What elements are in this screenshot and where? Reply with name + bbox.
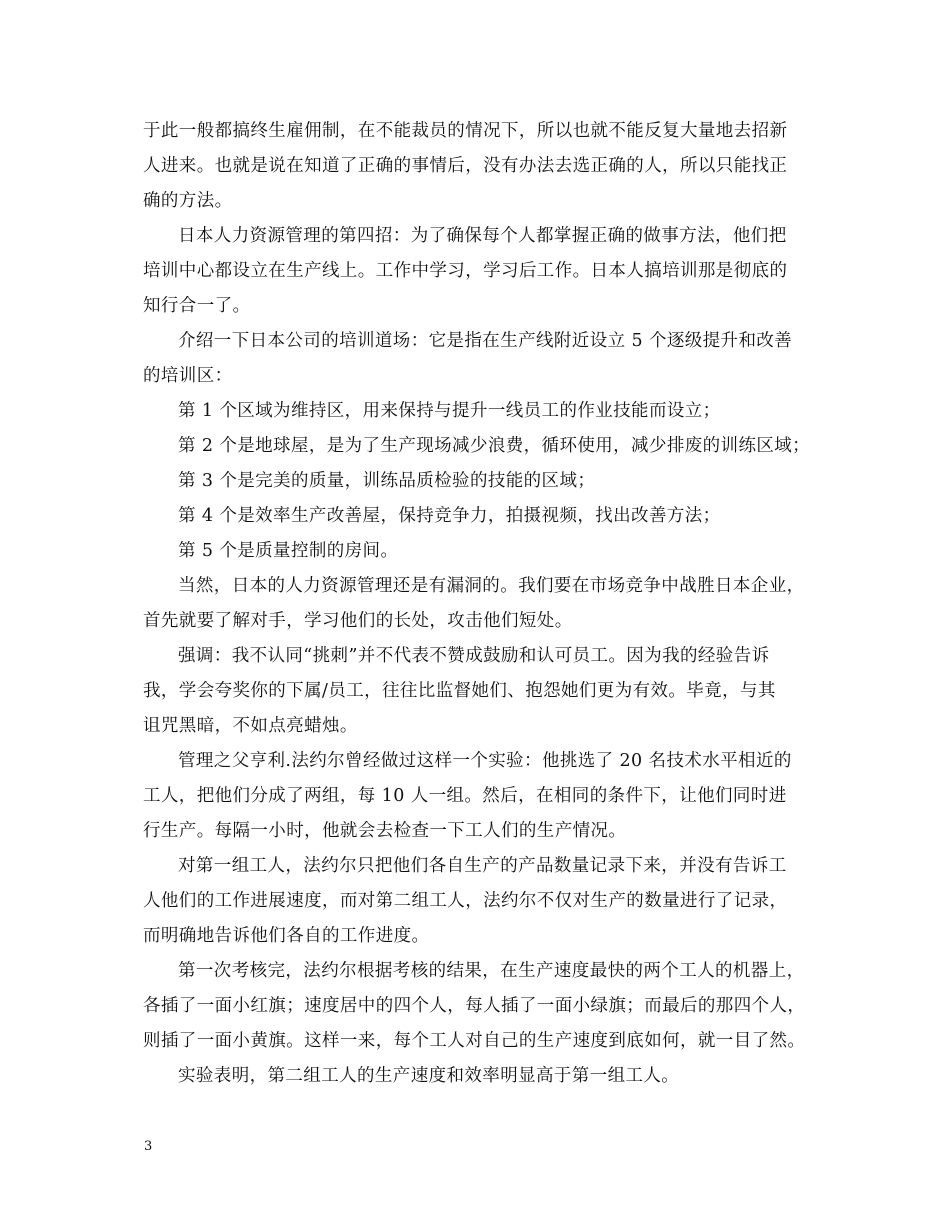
list-item-area-2 [143, 429, 815, 464]
text-line: 的培训区： [143, 366, 233, 386]
text-line: 实验表明，第二组工人的生产速度和效率明显高于第一组工人。 [178, 1066, 680, 1086]
text-line: 第 3 个是完美的质量，训练品质检验的技能的区域； [178, 471, 596, 491]
paragraph-loopholes [143, 569, 815, 639]
text-line: 培训中心都设立在生产线上。工作中学习，学习后工作。日本人搞培训那是彻底的 [143, 261, 788, 281]
paragraph-group-records [143, 849, 815, 954]
text-line: 第 1 个区域为维持区，用来保持与提升一线员工的作业技能而设立； [178, 401, 721, 421]
list-item-area-4 [143, 499, 815, 534]
text-line: 我，学会夸奖你的下属/员工，往往比监督她们、抱怨她们更为有效。毕竟，与其 [143, 681, 776, 701]
text-line: 工人，把他们分成了两组，每 10 人一组。然后，在相同的条件下，让他们同时进 [143, 786, 787, 806]
text-line: 第一次考核完，法约尔根据考核的结果，在生产速度最快的两个工人的机器上， [178, 961, 805, 981]
text-line: 当然，日本的人力资源管理还是有漏洞的。我们要在市场竞争中战胜日本企业， [178, 576, 805, 596]
text-line: 介绍一下日本公司的培训道场：它是指在生产线附近设立 5 个逐级提升和改善 [178, 331, 793, 351]
page-number: 3 [144, 1139, 153, 1154]
paragraph-first-assessment [143, 954, 815, 1059]
text-line: 管理之父亨利.法约尔曾经做过这样一个实验：他挑选了 20 名技术水平相近的 [178, 751, 792, 771]
paragraph-emphasis [143, 639, 815, 744]
list-item-area-3 [143, 464, 815, 499]
text-line: 知行合一了。 [143, 296, 251, 316]
text-line: 行生产。每隔一小时，他就会去检查一下工人们的生产情况。 [143, 821, 627, 841]
text-line: 于此一般都搞终生雇佣制，在不能裁员的情况下，所以也就不能反复大量地去招新 [143, 121, 788, 141]
paragraph-experiment-result [143, 1059, 815, 1094]
text-line: 诅咒黑暗，不如点亮蜡烛。 [143, 716, 358, 736]
paragraph-hiring-continuation [143, 114, 815, 219]
text-line: 则插了一面小黄旗。这样一来，每个工人对自己的生产速度到底如何，就一目了然。 [143, 1031, 806, 1051]
text-line: 对第一组工人，法约尔只把他们各自生产的产品数量记录下来，并没有告诉工 [178, 856, 787, 876]
list-item-area-5 [143, 534, 815, 569]
paragraph-training-dojo [143, 324, 815, 394]
paragraph-fourth-method [143, 219, 815, 324]
text-line: 第 4 个是效率生产改善屋，保持竞争力，拍摄视频，找出改善方法； [178, 506, 721, 526]
text-line: 第 2 个是地球屋，是为了生产现场减少浪费，循环使用，减少排废的训练区域； [178, 436, 811, 456]
list-item-area-1 [143, 394, 815, 429]
text-line: 人进来。也就是说在知道了正确的事情后，没有办法去选正确的人，所以只能找正 [143, 156, 788, 176]
text-line: 强调：我不认同“挑刺”并不代表不赞成鼓励和认可员工。因为我的经验告诉 [178, 646, 770, 666]
document-body [143, 114, 815, 1094]
text-line: 人他们的工作进展速度，而对第二组工人，法约尔不仅对生产的数量进行了记录， [143, 891, 788, 911]
paragraph-fayol-experiment [143, 744, 815, 849]
text-line: 各插了一面小红旗；速度居中的四个人，每人插了一面小绿旗；而最后的那四个人， [143, 996, 806, 1016]
text-line: 第 5 个是质量控制的房间。 [178, 541, 399, 561]
text-line: 确的方法。 [143, 191, 233, 211]
text-line: 而明确地告诉他们各自的工作进度。 [143, 926, 430, 946]
text-line: 首先就要了解对手，学习他们的长处，攻击他们短处。 [143, 611, 573, 631]
text-line: 日本人力资源管理的第四招：为了确保每个人都掌握正确的做事方法，他们把 [178, 226, 787, 246]
